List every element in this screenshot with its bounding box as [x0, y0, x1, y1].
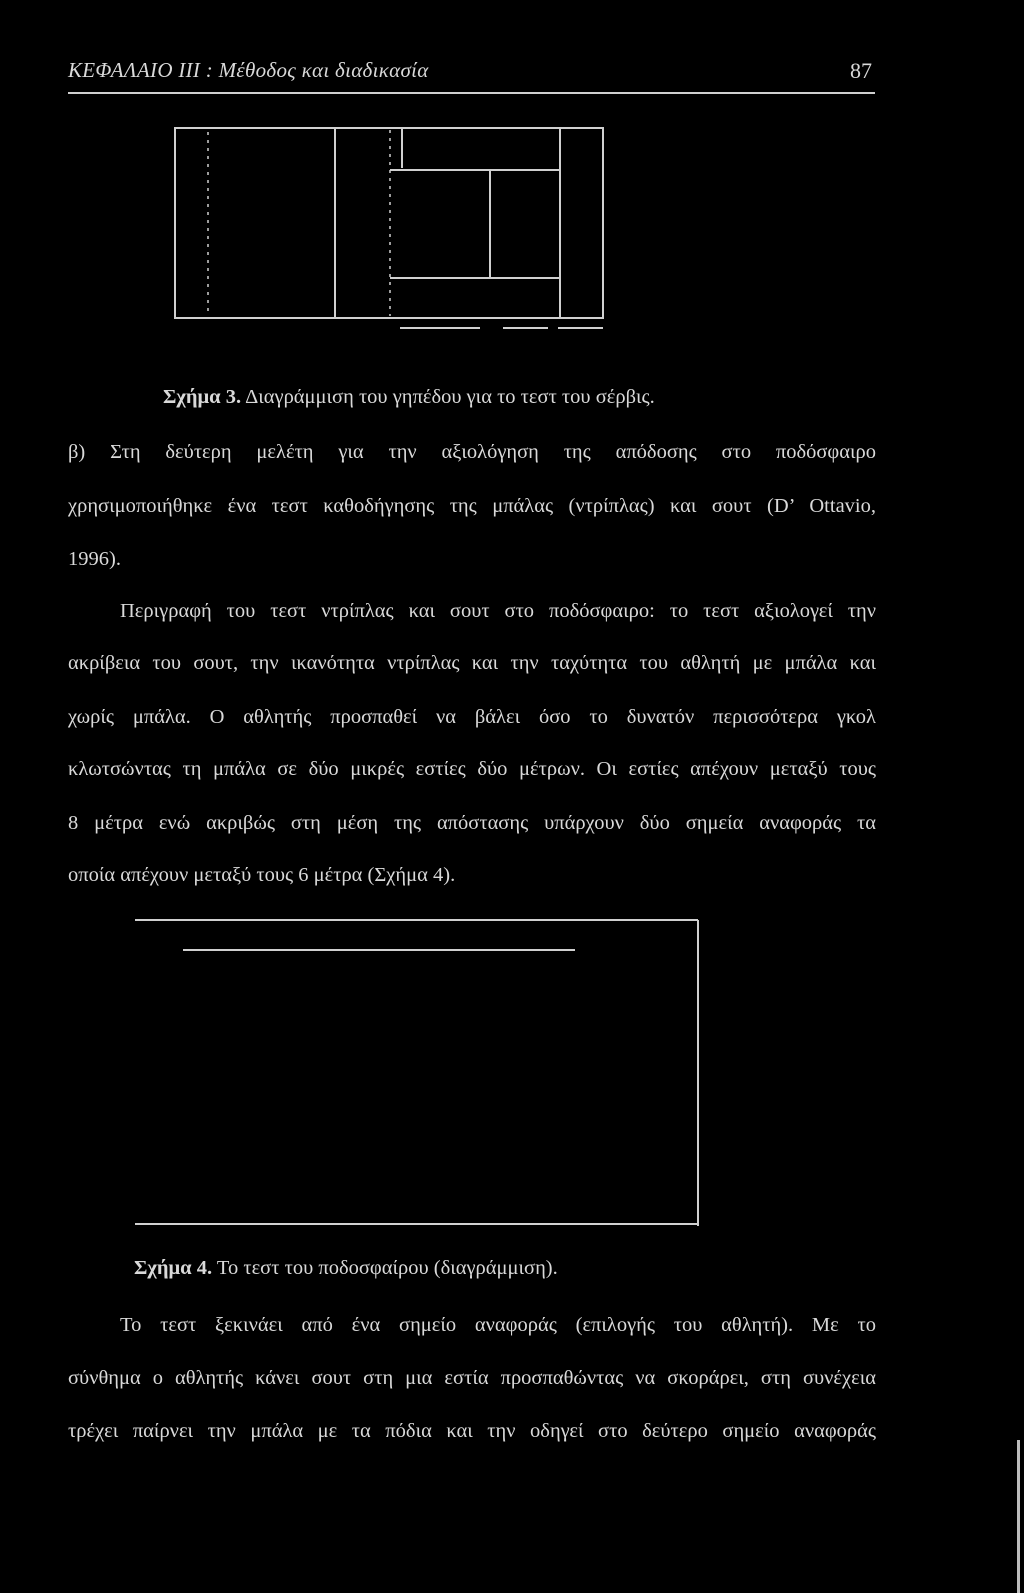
figure-3-caption-text: Διαγράμμιση του γηπέδου για το τεστ του σέρβις. — [245, 386, 655, 408]
court-outline — [175, 128, 603, 318]
court-lines — [335, 128, 560, 318]
paragraph-2-line-4: κλωτσώντας τη μπάλα σε δύο μικρές εστίες δύο μέτρων. Οι εστίες απέχουν μεταξύ τους — [68, 758, 876, 780]
paragraph-1-line-1: β) Στη δεύτερη μελέτη για την αξιολόγηση της απόδοσης στο ποδόσφαιρο — [68, 441, 876, 463]
field-outline — [135, 920, 698, 1226]
figure-3-label: Σχήμα 3. — [163, 386, 242, 408]
figure-4-label: Σχήμα 4. — [134, 1257, 213, 1279]
paragraph-3-line-1: Το τεστ ξεκινάει από ένα σημείο αναφοράς (επιλογής του αθλητή). Με το — [120, 1314, 876, 1336]
paragraph-2-line-1: Περιγραφή του τεστ ντρίπλας και σουτ στο ποδόσφαιρο: το τεστ αξιολογεί την — [120, 600, 876, 622]
paragraph-2-line-2: ακρίβεια του σουτ, την ικανότητα ντρίπλας και την ταχύτητα του αθλητή με μπάλα και — [68, 652, 876, 674]
paragraph-1-line-3: 1996). — [68, 548, 121, 570]
paragraph-1-line-2: χρησιμοποιήθηκε ένα τεστ καθοδήγησης της μπάλας (ντρίπλας) και σουτ (D’ Ottavio, — [68, 495, 876, 517]
dashed-lines — [208, 130, 390, 316]
figure-3-caption — [163, 386, 655, 409]
page-number: 87 — [850, 58, 872, 83]
paragraph-2-line-6: οποία απέχουν μεταξύ τους 6 μέτρα (Σχήμα 4). — [68, 864, 456, 886]
chapter-title: ΚΕΦΑΛΑΙΟ III : Μέθοδος και διαδικασία — [68, 58, 429, 82]
figure-4-caption-text: Το τεστ του ποδοσφαίρου (διαγράμμιση). — [216, 1257, 558, 1279]
scan-edge-line — [1017, 1440, 1020, 1593]
paragraph-2-line-5: 8 μέτρα ενώ ακριβώς στη μέση της απόστασης υπάρχουν δύο σημεία αναφοράς τα — [68, 812, 876, 834]
header-divider — [68, 92, 875, 94]
paragraph-3-line-2: σύνθημα ο αθλητής κάνει σουτ στη μια εστία προσπαθώντας να σκοράρει, στη συνέχεια — [68, 1367, 876, 1389]
paragraph-2-line-3: χωρίς μπάλα. Ο αθλητής προσπαθεί να βάλει όσο το δυνατόν περισσότερα γκολ — [68, 706, 876, 728]
paragraph-3-line-3: τρέχει παίρνει την μπάλα με τα πόδια και την οδηγεί στο δεύτερο σημείο αναφοράς — [68, 1420, 876, 1442]
figure-4-caption — [134, 1257, 558, 1280]
